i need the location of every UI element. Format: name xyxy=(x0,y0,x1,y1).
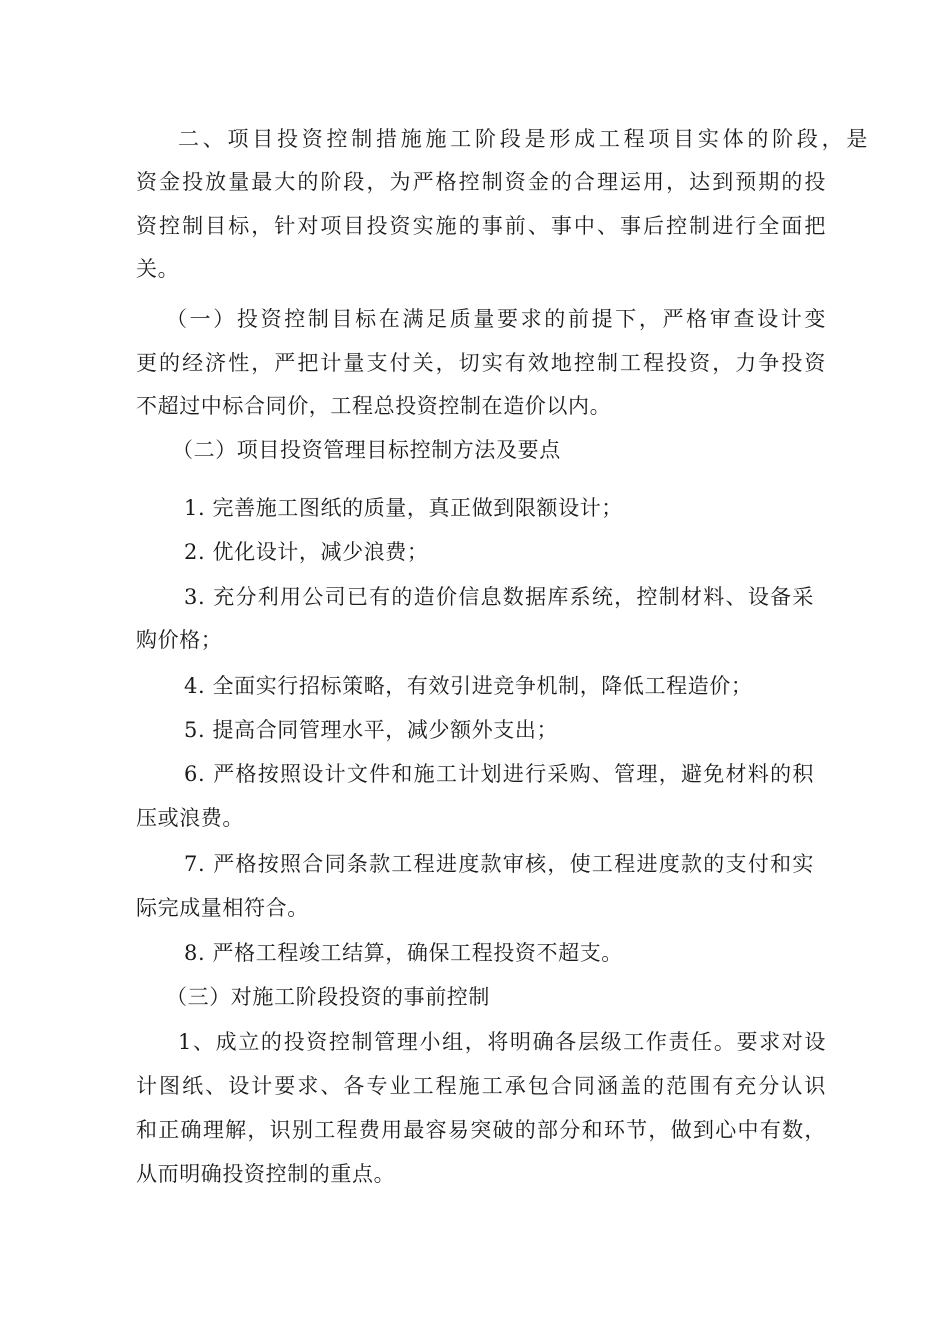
list-item-4: 4. 全面实行招标策略，有效引进竞争机制，降低工程造价； xyxy=(184,674,753,698)
list-item-6-line-1: 6. 严格按照设计文件和施工计划进行采购、管理，避免材料的积 xyxy=(184,762,814,786)
list-item-7-line-2: 际完成量相符合。 xyxy=(136,896,309,920)
sub-one-line-3: 不超过中标合同价，工程总投资控制在造价以内。 xyxy=(136,394,612,418)
sub-three-line-2: 计图纸、设计要求、各专业工程施工承包合同涵盖的范围有充分认识 xyxy=(136,1074,826,1098)
sub-two-heading: （二）项目投资管理目标控制方法及要点 xyxy=(172,438,561,462)
sub-three-line-1: 1、成立的投资控制管理小组，将明确各层级工作责任。要求对设 xyxy=(178,1030,826,1054)
section-two-line-3: 资控制目标，针对项目投资实施的事前、事中、事后控制进行全面把 xyxy=(136,214,826,238)
section-two-line-4: 关。 xyxy=(136,257,180,281)
list-item-5: 5. 提高合同管理水平，减少额外支出； xyxy=(184,718,559,742)
list-item-8: 8. 严格工程竣工结算，确保工程投资不超支。 xyxy=(184,941,623,965)
sub-three-heading: （三）对施工阶段投资的事前控制 xyxy=(166,985,490,1009)
list-item-2: 2. 优化设计，减少浪费； xyxy=(184,540,429,564)
section-two-line-2: 资金投放量最大的阶段，为严格控制资金的合理运用，达到预期的投 xyxy=(136,170,826,194)
list-item-3-line-2: 购价格； xyxy=(136,628,223,652)
sub-three-line-4: 从而明确投资控制的重点。 xyxy=(136,1162,396,1186)
section-two-line-1: 二、项目投资控制措施施工阶段是形成工程项目实体的阶段，是 xyxy=(178,127,868,151)
sub-one-line-2: 更的经济性，严把计量支付关，切实有效地控制工程投资，力争投资 xyxy=(136,351,826,375)
sub-three-line-3: 和正确理解，识别工程费用最容易突破的部分和环节，做到心中有数， xyxy=(136,1118,826,1142)
list-item-7-line-1: 7. 严格按照合同条款工程进度款审核，使工程进度款的支付和实 xyxy=(184,852,814,876)
sub-one-line-1: （一）投资控制目标在满足质量要求的前提下，严格审查设计变 xyxy=(166,307,826,331)
list-item-3-line-1: 3. 充分利用公司已有的造价信息数据库系统，控制材料、设备采 xyxy=(184,585,814,609)
list-item-1: 1. 完善施工图纸的质量，真正做到限额设计； xyxy=(184,496,623,520)
list-item-6-line-2: 压或浪费。 xyxy=(136,806,244,830)
